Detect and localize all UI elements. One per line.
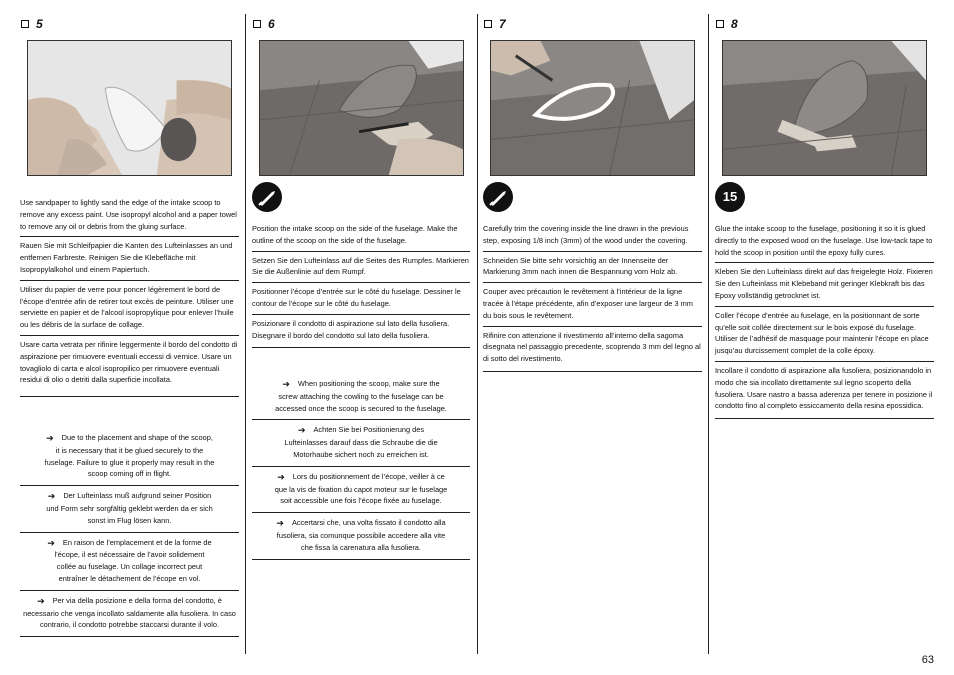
- step-checkbox[interactable]: [716, 20, 724, 28]
- note-en: Due to the placement and shape of the scoop, it is necessary that it be glued securely to the fuselage. Failure to glue it properly may result in the scoop coming off in flight.: [44, 433, 215, 479]
- paragraph-de: Schneiden Sie bitte sehr vorsichtig an der Innenseite der Markierung 3mm nach innen die Bespannung vom Holz ab.: [483, 252, 702, 284]
- page-number: 63: [921, 654, 934, 666]
- paragraph-de: Rauen Sie mit Schleifpapier die Kanten des Lufteinlasses an und entfernen Farbreste. Reinigen Sie die Klebefläche mit Isopropylalkohol und einem Papiertuch.: [20, 237, 239, 280]
- step-5-photo: [27, 40, 232, 176]
- note-de: Achten Sie bei Positionierung des Lufteinlasses darauf dass die Schraube die die Motorhaube sichert noch zu erreichen ist.: [284, 425, 438, 459]
- step-7-photo: [490, 40, 695, 176]
- paragraph-it: Usare carta vetrata per rifinire leggermente il bordo del condotto di aspirazione per rimuovere eventuali eccessi di vernice. Usare un tovagliolo di carta e alcol isopropilico per rimuovere eventuali residui di olio o detriti dalla superficie incollata.: [20, 336, 239, 397]
- column-divider: [708, 14, 709, 654]
- step-6-photo: [259, 40, 464, 176]
- step-checkbox[interactable]: [253, 20, 261, 28]
- step-5-notes: [20, 428, 239, 637]
- arrow-right-icon: ➔: [276, 518, 284, 529]
- paragraph-fr: Positionner l’écope d’entrée sur le côté du fuselage. Dessiner le contour de l’écope sur le côté du fuselage.: [252, 283, 470, 315]
- paragraph-fr: Couper avec précaution le revêtement à l’intérieur de la ligne tracée à l’étape précédente, afin d’exposer une largeur de 3 mm du bois sous le revêtement.: [483, 283, 702, 326]
- paragraph-en: Carefully trim the covering inside the line drawn in the previous step, exposing 1/8 inch (3mm) of the wood under the covering.: [483, 220, 702, 252]
- step-number: 6: [268, 17, 275, 31]
- note-en: When positioning the scoop, make sure the screw attaching the cowling to the fuselage can be accessed once the scoop is secured to the fuselage.: [275, 379, 447, 413]
- column-divider: [245, 14, 246, 654]
- step-checkbox[interactable]: [484, 20, 492, 28]
- note-fr: Lors du positionnement de l’écope, veiller à ce que la vis de fixation du capot moteur sur le fuselage soit accessible une fois l’écope fixée au fuselage.: [274, 471, 448, 506]
- step-5-column: [20, 14, 239, 630]
- arrow-right-icon: ➔: [282, 379, 290, 389]
- step-number: 7: [499, 17, 506, 31]
- step-7-column: [483, 14, 702, 364]
- note-it: Accertarsi che, una volta fissato il condotto alla fusoliera, sia comunque possibile accedere alla vite che fissa la carenatura alla fusoliera.: [276, 518, 446, 552]
- arrow-right-icon: ➔: [277, 471, 285, 482]
- step-6-text: [252, 220, 470, 348]
- arrow-right-icon: ➔: [47, 491, 56, 502]
- step-7-text: [483, 220, 702, 372]
- arrow-right-icon: ➔: [37, 595, 45, 606]
- arrow-right-icon: ➔: [297, 425, 306, 436]
- step-number: 5: [36, 17, 43, 31]
- paragraph-de: Kleben Sie den Lufteinlass direkt auf das freigelegte Holz. Fixieren Sie den Lufteinlass mit Klebeband mit geringer Klebkraft bis das Epoxy vollständig getrocknet ist.: [715, 263, 934, 306]
- step-number: 8: [731, 17, 738, 31]
- step-8-text: [715, 220, 934, 419]
- step-6-column: [252, 14, 470, 552]
- hobby-knife-icon: [483, 182, 513, 212]
- step-5-text: [20, 194, 239, 397]
- paragraph-fr: Coller l’écope d’entrée au fuselage, en la positionnant de sorte qu’elle soit collée directement sur le bois exposé du fuselage. Utiliser de l’adhésif de masquage pour maintenir l’écope en place jusqu’au durcissement complet de la colle époxy.: [715, 307, 934, 362]
- paragraph-en: Position the intake scoop on the side of the fuselage. Make the outline of the scoop on the side of the fuselage.: [252, 220, 470, 252]
- step-checkbox[interactable]: [21, 20, 29, 28]
- arrow-right-icon: ➔: [47, 537, 55, 548]
- step-6-notes: [252, 374, 470, 560]
- column-divider: [477, 14, 478, 654]
- step-8-column: [715, 14, 934, 411]
- hobby-knife-icon: [252, 182, 282, 212]
- paragraph-it: Posizionare il condotto di aspirazione sul lato della fusoliera. Disegnare il bordo del condotto sul lato della fusoliera.: [252, 315, 470, 349]
- note-de: Der Lufteinlass muß aufgrund seiner Position und Form sehr sorgfältig geklebt werden da er sich sonst im Flug lösen kann.: [46, 491, 213, 525]
- epoxy-cure-time-badge: 15: [715, 182, 745, 212]
- paragraph-it: Rifinire con attenzione il rivestimento all’interno della sagoma disegnata nel passaggio precedente, scoprendo 3 mm del legno al di sotto del rivestimento.: [483, 327, 702, 372]
- paragraph-en: Glue the intake scoop to the fuselage, positioning it so it is glued directly to the exposed wood on the fuselage. Use low-tack tape to hold the scoop in position until the epoxy fully cures.: [715, 220, 934, 263]
- note-it: Per via della posizione e della forma del condotto, è necessario che venga incollato saldamente alla fusoliera. In caso contrario, il condotto potrebbe staccarsi durante il volo.: [23, 595, 236, 630]
- paragraph-de: Setzen Sie den Lufteinlass auf die Seites des Rumpfes. Markieren Sie die Außenlinie auf dem Rumpf.: [252, 252, 470, 284]
- arrow-right-icon: ➔: [46, 433, 54, 443]
- paragraph-fr: Utiliser du papier de verre pour poncer légèrement le bord de l’écope d’entrée afin de retirer tout excès de peinture. Utiliser une serviette en papier et de l’alcool isopropylique pour enlever l’huile ou les débris de la surface de collage.: [20, 281, 239, 336]
- paragraph-en: Use sandpaper to lightly sand the edge of the intake scoop to remove any excess paint. Use isopropyl alcohol and a paper towel to remove any oil or debris from the gluing surface.: [20, 194, 239, 237]
- step-8-photo: [722, 40, 927, 176]
- note-fr: En raison de l’emplacement et de la forme de l’écope, il est nécessaire de l’avoir solidement collée au fuselage. Un collage incorrect peut entraîner le détachement de l’écope en vol.: [54, 537, 212, 583]
- paragraph-it: Incollare il condotto di aspirazione alla fusoliera, posizionandolo in modo che sia incollato direttamente sul legno scoperto della fusoliera. Usare nastro a bassa aderenza per tenere in posizione il condotto fino al completo essiccamento della resina epossidica.: [715, 362, 934, 419]
